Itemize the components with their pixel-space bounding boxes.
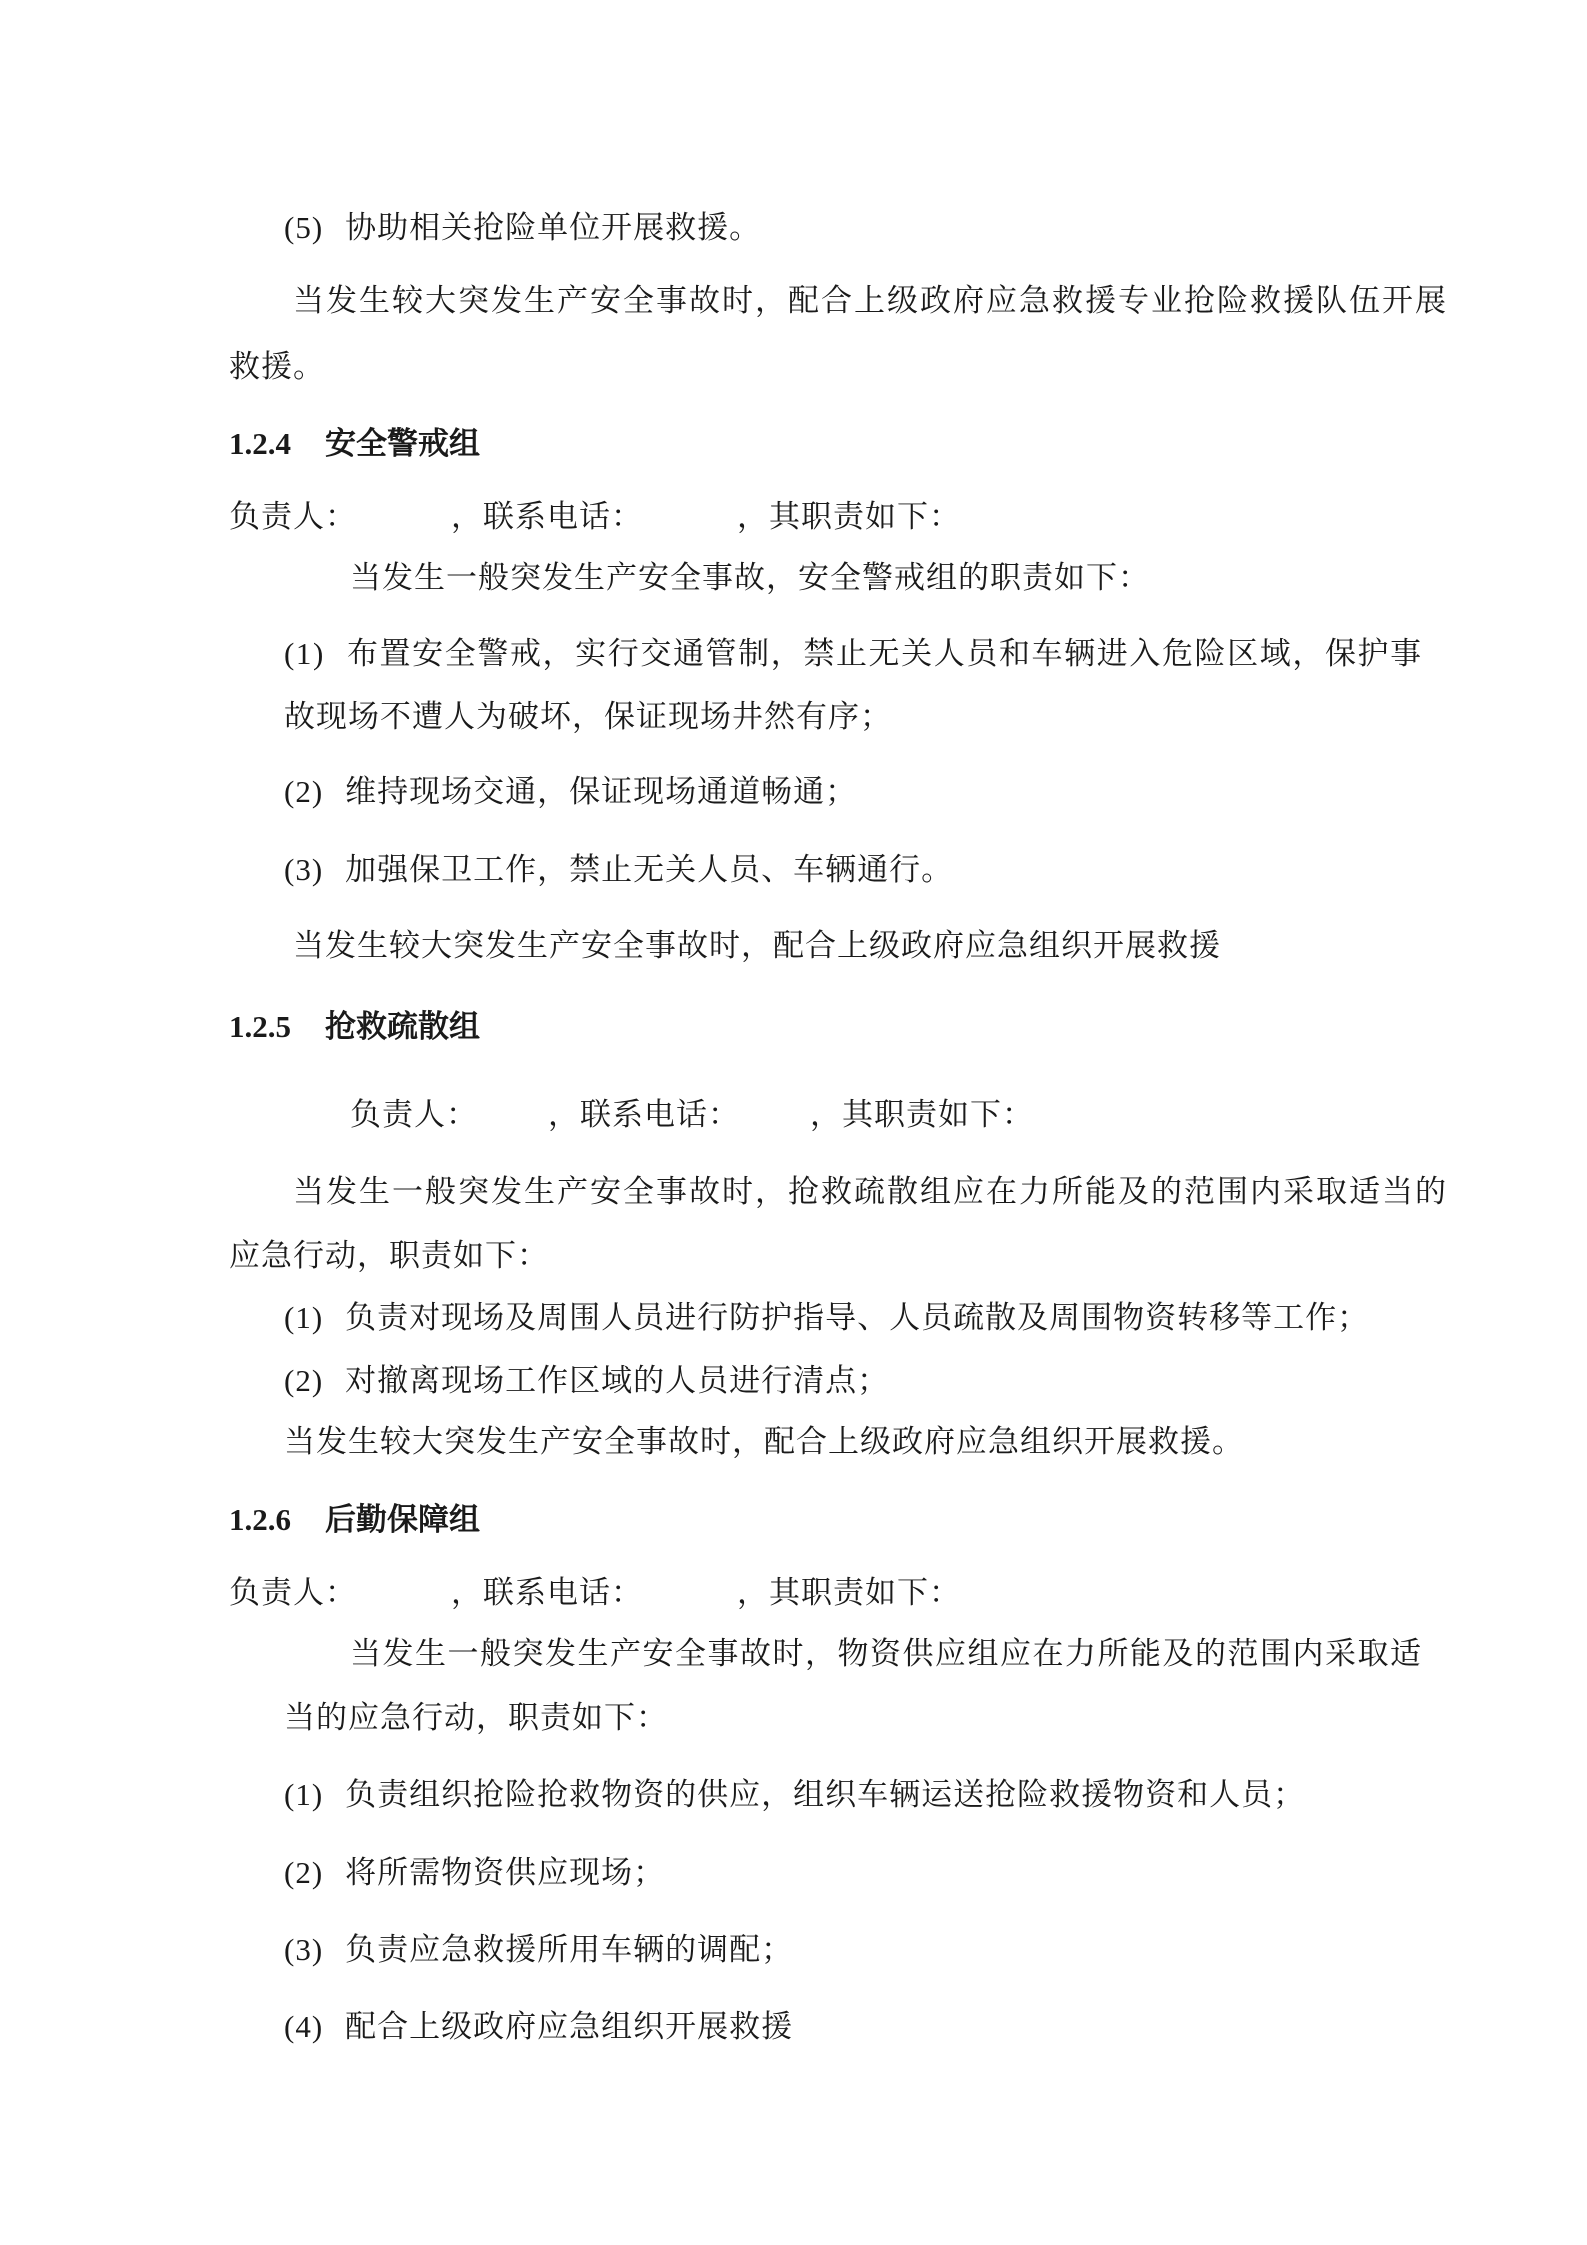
item-text: 对撤离现场工作区域的人员进行清点； xyxy=(345,1363,890,1399)
duties-label: ，其职责如下： xyxy=(810,1097,1034,1133)
list-item xyxy=(284,208,761,248)
item-number: (1) xyxy=(284,1777,324,1812)
item-text: 负责对现场及周围人员进行防护指导、人员疏散及周围物资转移等工作； xyxy=(345,1300,1370,1336)
item-text: 负责应急救援所用车辆的调配； xyxy=(345,1932,794,1968)
section-number: 1.2.6 xyxy=(229,1502,291,1537)
section-number: 1.2.5 xyxy=(229,1009,291,1044)
item-number: (4) xyxy=(284,2009,324,2044)
section-heading xyxy=(229,1007,480,1047)
section-number: 1.2.4 xyxy=(229,426,291,461)
section-title: 后勤保障组 xyxy=(325,1502,480,1538)
item-number: (2) xyxy=(284,774,324,809)
item-text: 加强保卫工作，禁止无关人员、车辆通行。 xyxy=(345,852,954,888)
duties-label: ，其职责如下： xyxy=(737,1575,961,1611)
phone-label: ，联系电话： xyxy=(451,499,643,535)
contact-label: 负责人： xyxy=(229,1575,357,1611)
section-heading xyxy=(229,1500,480,1540)
list-item xyxy=(284,1853,665,1893)
paragraph: 应急行动，职责如下： xyxy=(229,1238,549,1274)
paragraph: 当发生较大突发生产安全事故时，配合上级政府应急组织开展救援。 xyxy=(284,1424,1244,1460)
duties-label: ，其职责如下： xyxy=(737,499,961,535)
item-text: 布置安全警戒，实行交通管制，禁止无关人员和车辆进入危险区域，保护事 xyxy=(346,636,1423,672)
paragraph: 当发生较大突发生产安全事故时，配合上级政府应急组织开展救援 xyxy=(293,928,1221,964)
item-number: (2) xyxy=(284,1855,324,1890)
item-number: (3) xyxy=(284,852,324,887)
paragraph: 当发生一般突发生产安全事故，安全警戒组的职责如下： xyxy=(350,560,1150,596)
item-text: 协助相关抢险单位开展救援。 xyxy=(345,210,762,246)
item-number: (1) xyxy=(284,1300,324,1335)
item-number: (3) xyxy=(284,1932,324,1967)
phone-label: ，联系电话： xyxy=(451,1575,643,1611)
contact-line xyxy=(229,497,961,537)
paragraph: 当发生较大突发生产安全事故时，配合上级政府应急救援专业抢险救援队伍开展 xyxy=(293,283,1448,319)
item-text: 维持现场交通，保证现场通道畅通； xyxy=(345,774,858,810)
list-item xyxy=(284,850,953,890)
list-item xyxy=(284,1361,889,1401)
paragraph: 当发生一般突发生产安全事故时，抢救疏散组应在力所能及的范围内采取适当的 xyxy=(293,1174,1448,1210)
paragraph: 当的应急行动，职责如下： xyxy=(284,1700,668,1736)
section-title: 抢救疏散组 xyxy=(325,1009,480,1045)
contact-label: 负责人： xyxy=(350,1097,478,1133)
contact-label: 负责人： xyxy=(229,499,357,535)
phone-label: ，联系电话： xyxy=(548,1097,740,1133)
item-text: 配合上级政府应急组织开展救援 xyxy=(345,2009,794,2045)
list-item xyxy=(284,2007,793,2047)
item-text: 将所需物资供应现场； xyxy=(345,1855,666,1891)
list-item xyxy=(284,1930,793,1970)
item-number: (5) xyxy=(284,210,324,245)
paragraph: 救援。 xyxy=(229,349,325,385)
section-heading xyxy=(229,424,480,464)
list-item xyxy=(284,1775,1305,1815)
list-item xyxy=(284,1298,1369,1338)
item-text: 负责组织抢险抢救物资的供应，组织车辆运送抢险救援物资和人员； xyxy=(345,1777,1306,1813)
paragraph: 故现场不遭人为破坏，保证现场井然有序； xyxy=(284,699,892,735)
paragraph: 当发生一般突发生产安全事故时，物资供应组应在力所能及的范围内采取适 xyxy=(350,1636,1423,1672)
list-item xyxy=(284,634,1423,674)
contact-line xyxy=(350,1095,1034,1135)
section-title: 安全警戒组 xyxy=(325,426,480,462)
item-number: (1) xyxy=(284,636,325,671)
list-item xyxy=(284,772,857,812)
contact-line xyxy=(229,1573,961,1613)
item-number: (2) xyxy=(284,1363,324,1398)
